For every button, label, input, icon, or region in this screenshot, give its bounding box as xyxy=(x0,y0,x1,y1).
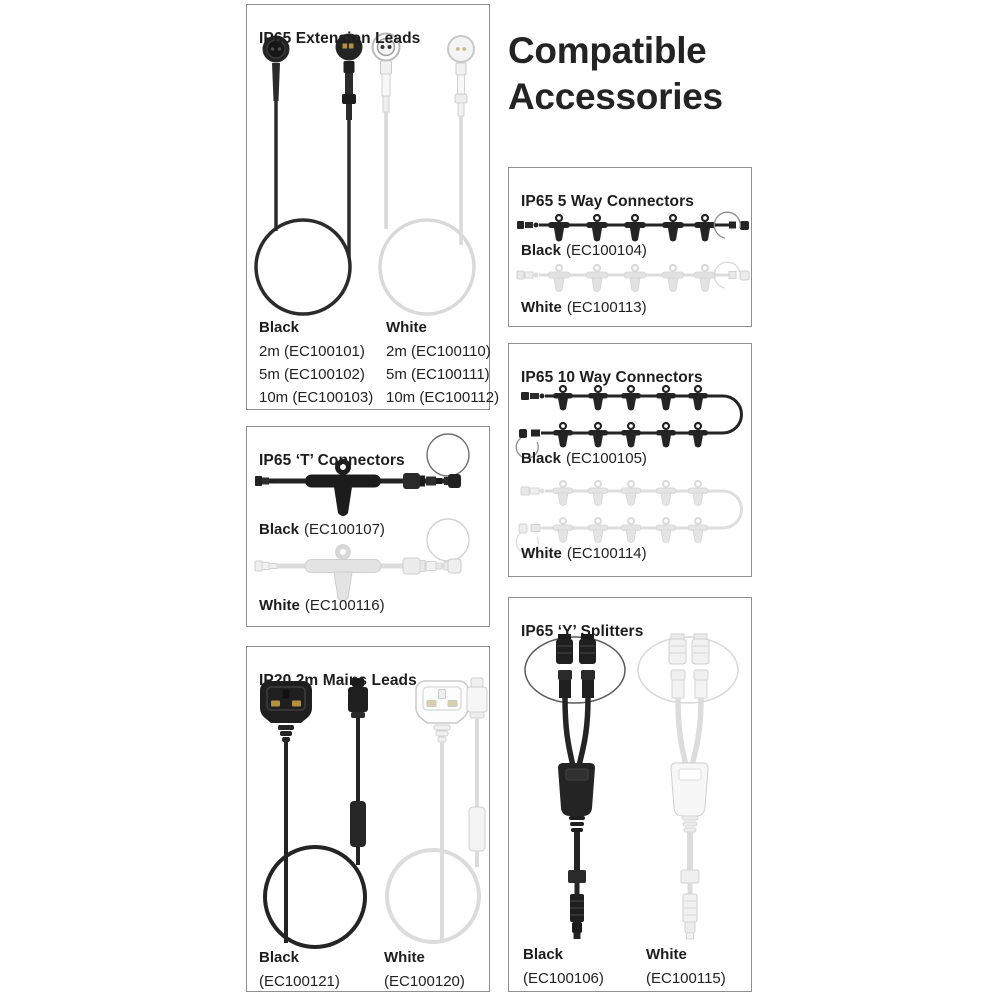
panel-10-way-connectors xyxy=(508,343,752,577)
black-extension-lead xyxy=(256,34,363,315)
panel-t-connectors xyxy=(246,426,490,627)
white-mains-lead xyxy=(387,678,487,943)
panel-title: IP65 5 Way Connectors xyxy=(521,192,694,210)
mains-leads-illustration xyxy=(247,647,488,990)
white-y-splitter xyxy=(638,634,738,939)
panel-title: IP65 ‘Y’ Splitters xyxy=(521,622,644,640)
page-title xyxy=(508,28,723,120)
black-variant-code: (EC100121) xyxy=(259,973,340,990)
white-extension-lead xyxy=(373,34,475,315)
black-item-5m: 5m (EC100102) xyxy=(259,366,365,383)
black-variant-label: Black xyxy=(259,319,300,336)
panel-extension-leads xyxy=(246,4,500,410)
page-title-line1: Compatible xyxy=(508,30,707,71)
black-variant-line: Black (EC100107) xyxy=(259,521,385,538)
black-variant-label: Black xyxy=(259,949,300,966)
panel-title: IP65 ‘T’ Connectors xyxy=(259,451,405,469)
black-5-way-strand xyxy=(517,212,749,241)
white-10-way-strand xyxy=(516,481,741,553)
panel-title: IP20 2m Mains Leads xyxy=(259,671,417,689)
black-variant-code: (EC100106) xyxy=(523,970,604,987)
black-y-splitter xyxy=(525,634,625,939)
white-5-way-strand xyxy=(517,262,749,291)
black-variant-line: Black (EC100105) xyxy=(521,450,647,467)
black-variant-line: Black (EC100104) xyxy=(521,242,647,259)
white-item-10m: 10m (EC100112) xyxy=(386,389,500,406)
y-splitters-illustration xyxy=(509,598,750,990)
white-variant-code: (EC100120) xyxy=(384,973,465,990)
white-variant-code: (EC100115) xyxy=(646,970,726,987)
panel-mains-leads xyxy=(246,646,490,992)
panel-title: IP65 10 Way Connectors xyxy=(521,368,703,386)
white-variant-line: White (EC100116) xyxy=(259,597,385,614)
black-variant-label: Black xyxy=(523,946,564,963)
black-mains-lead xyxy=(260,678,368,947)
white-variant-label: White xyxy=(646,946,687,963)
panel-title: IP65 Extension Leads xyxy=(259,29,421,47)
white-variant-label: White xyxy=(386,319,427,336)
white-item-5m: 5m (EC100111) xyxy=(386,366,490,383)
white-variant-label: White xyxy=(384,949,425,966)
white-item-2m: 2m (EC100110) xyxy=(386,343,491,360)
panel-5-way-connectors xyxy=(508,167,752,327)
black-10-way-strand xyxy=(516,386,741,458)
black-item-10m: 10m (EC100103) xyxy=(259,389,374,406)
black-t-connector xyxy=(255,434,469,516)
panel-y-splitters xyxy=(508,597,752,992)
black-item-2m: 2m (EC100101) xyxy=(259,343,365,360)
page-title-line2: Accessories xyxy=(508,76,723,117)
white-variant-line: White (EC100114) xyxy=(521,545,647,562)
white-variant-line: White (EC100113) xyxy=(521,299,647,316)
